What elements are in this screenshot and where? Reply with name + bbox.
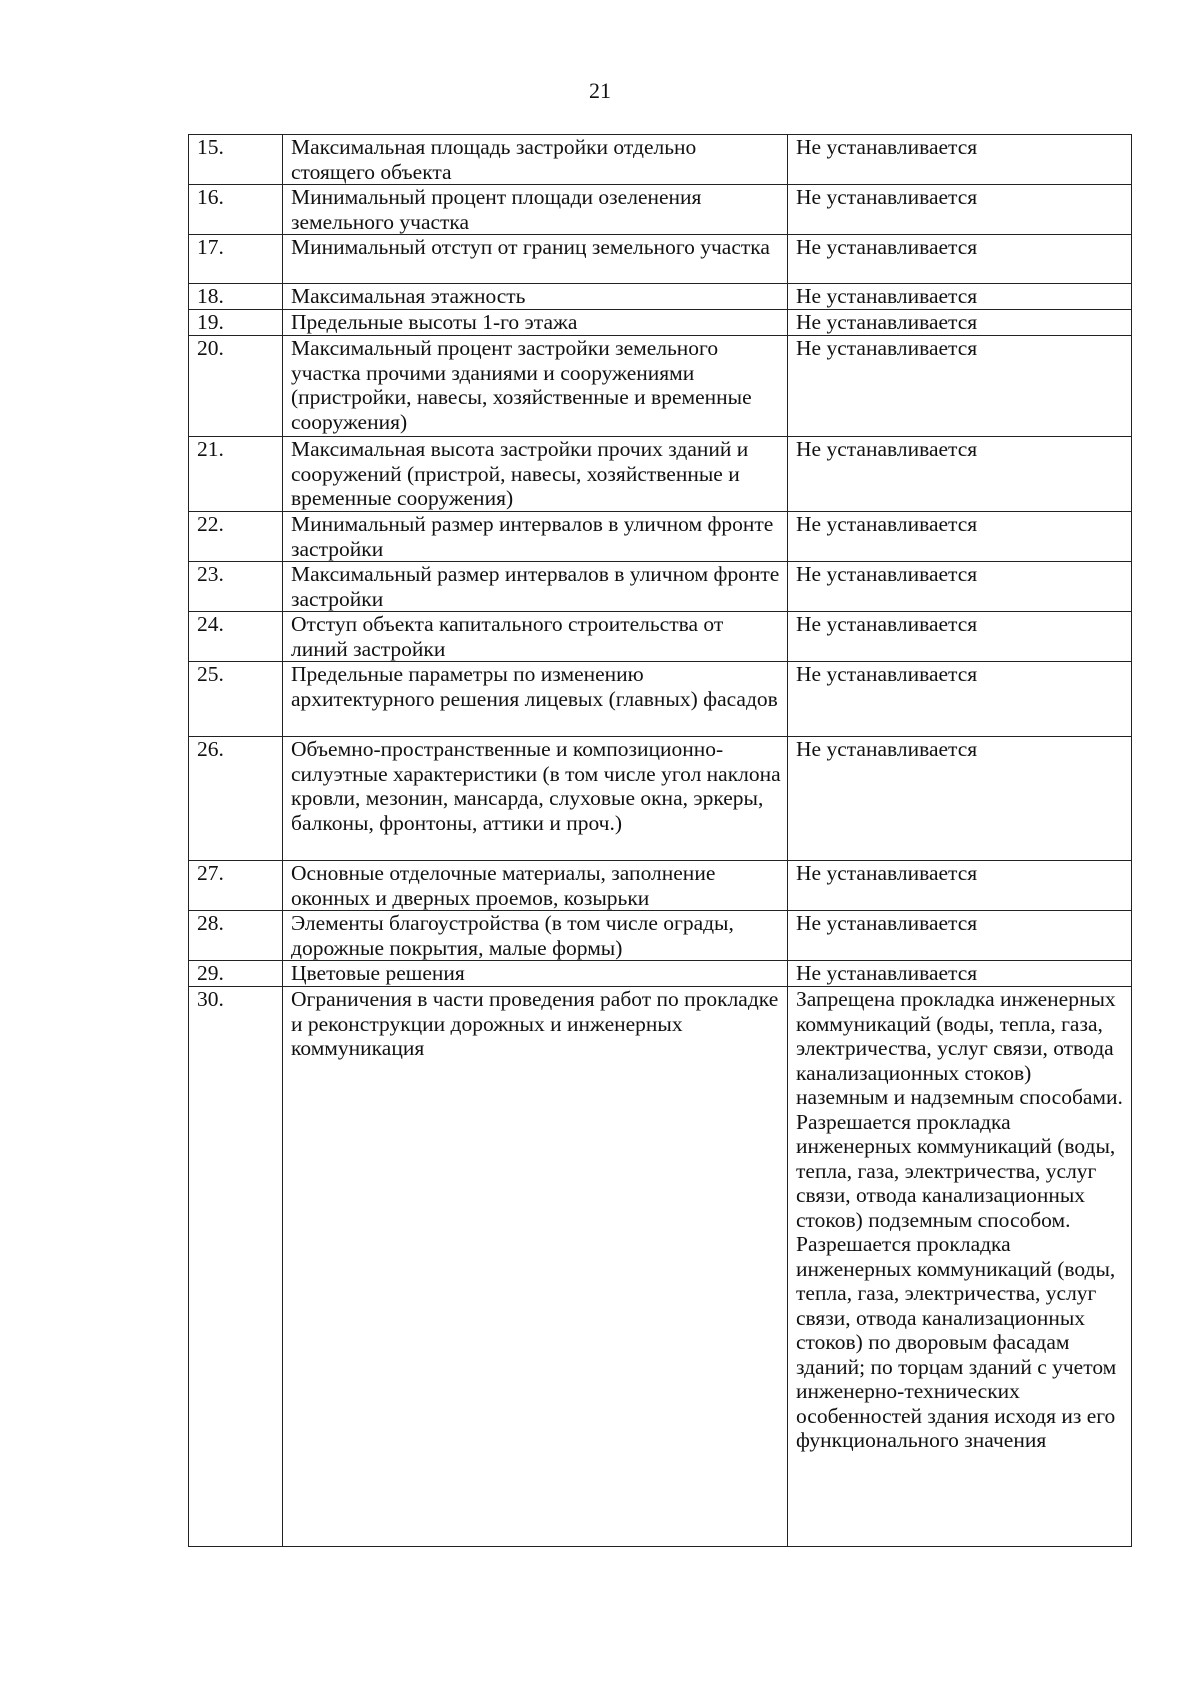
table-row (189, 861, 1132, 911)
table-row (189, 135, 1132, 185)
parameter-value: Не устанавливается (788, 662, 1132, 737)
parameter-name: Объемно-пространственные и композиционно-силуэтные характеристики (в том числе угол наклона кровли, мезонин, мансарда, слуховые окна, эркеры, балконы, фронтоны, аттики и проч.) (283, 737, 788, 861)
row-number: 18. (189, 284, 283, 310)
parameter-name: Минимальный процент площади озеленения земельного участка (283, 185, 788, 235)
row-number: 26. (189, 737, 283, 861)
parameter-value: Не устанавливается (788, 284, 1132, 310)
table-row (189, 336, 1132, 437)
table-row (189, 662, 1132, 737)
parameter-value: Запрещена прокладка инженерных коммуникаций (воды, тепла, газа, электричества, услуг связи, отвода канализационных стоков) наземным и надземным способами. Разрешается прокладка инженерных коммуникаций (воды, тепла, газа, электричества, услуг связи, отвода канализационных стоков) подземным способом. Разрешается прокладка инженерных коммуникаций (воды, тепла, газа, электричества, услуг связи, отвода канализационных стоков) по дворовым фасадам зданий; по торцам зданий с учетом инженерно-технических особенностей здания исходя из его функционального значения (788, 987, 1132, 1547)
table-row (189, 987, 1132, 1547)
parameter-value: Не устанавливается (788, 961, 1132, 987)
row-number: 28. (189, 911, 283, 961)
parameter-value: Не устанавливается (788, 185, 1132, 235)
parameter-name: Отступ объекта капитального строительства от линий застройки (283, 612, 788, 662)
parameter-name: Предельные высоты 1-го этажа (283, 310, 788, 336)
row-number: 17. (189, 235, 283, 284)
parameter-name: Элементы благоустройства (в том числе ограды, дорожные покрытия, малые формы) (283, 911, 788, 961)
parameter-value: Не устанавливается (788, 612, 1132, 662)
parameter-value: Не устанавливается (788, 310, 1132, 336)
parameter-name: Предельные параметры по изменению архитектурного решения лицевых (главных) фасадов (283, 662, 788, 737)
parameter-value: Не устанавливается (788, 861, 1132, 911)
parameter-name: Максимальная площадь застройки отдельно стоящего объекта (283, 135, 788, 185)
parameter-value: Не устанавливается (788, 235, 1132, 284)
row-number: 21. (189, 437, 283, 512)
row-number: 19. (189, 310, 283, 336)
table-row (189, 284, 1132, 310)
table-row (189, 310, 1132, 336)
parameter-value: Не устанавливается (788, 911, 1132, 961)
table-row (189, 185, 1132, 235)
row-number: 24. (189, 612, 283, 662)
table-row (189, 612, 1132, 662)
row-number: 25. (189, 662, 283, 737)
parameter-value: Не устанавливается (788, 737, 1132, 861)
table-row (189, 437, 1132, 512)
table-row (189, 911, 1132, 961)
table-row (189, 961, 1132, 987)
row-number: 23. (189, 562, 283, 612)
parameter-value: Не устанавливается (788, 135, 1132, 185)
parameter-name: Максимальная этажность (283, 284, 788, 310)
parameter-name: Минимальный размер интервалов в уличном фронте застройки (283, 512, 788, 562)
parameters-table (188, 134, 1132, 1547)
page-number: 21 (589, 78, 611, 103)
parameter-name: Максимальный размер интервалов в уличном фронте застройки (283, 562, 788, 612)
parameter-name: Минимальный отступ от границ земельного участка (283, 235, 788, 284)
row-number: 27. (189, 861, 283, 911)
parameter-value: Не устанавливается (788, 336, 1132, 437)
parameter-value: Не устанавливается (788, 512, 1132, 562)
row-number: 29. (189, 961, 283, 987)
parameter-name: Цветовые решения (283, 961, 788, 987)
row-number: 22. (189, 512, 283, 562)
table-row (189, 235, 1132, 284)
row-number: 30. (189, 987, 283, 1547)
row-number: 20. (189, 336, 283, 437)
table-row (189, 737, 1132, 861)
row-number: 15. (189, 135, 283, 185)
table-row (189, 562, 1132, 612)
parameter-value: Не устанавливается (788, 562, 1132, 612)
parameter-name: Максимальная высота застройки прочих зданий и сооружений (пристрой, навесы, хозяйственные и временные сооружения) (283, 437, 788, 512)
table-row (189, 512, 1132, 562)
row-number: 16. (189, 185, 283, 235)
parameter-name: Основные отделочные материалы, заполнение оконных и дверных проемов, козырьки (283, 861, 788, 911)
parameter-name: Максимальный процент застройки земельного участка прочими зданиями и сооружениями (пристройки, навесы, хозяйственные и временные сооружения) (283, 336, 788, 437)
parameter-value: Не устанавливается (788, 437, 1132, 512)
parameter-name: Ограничения в части проведения работ по прокладке и реконструкции дорожных и инженерных коммуникация (283, 987, 788, 1547)
